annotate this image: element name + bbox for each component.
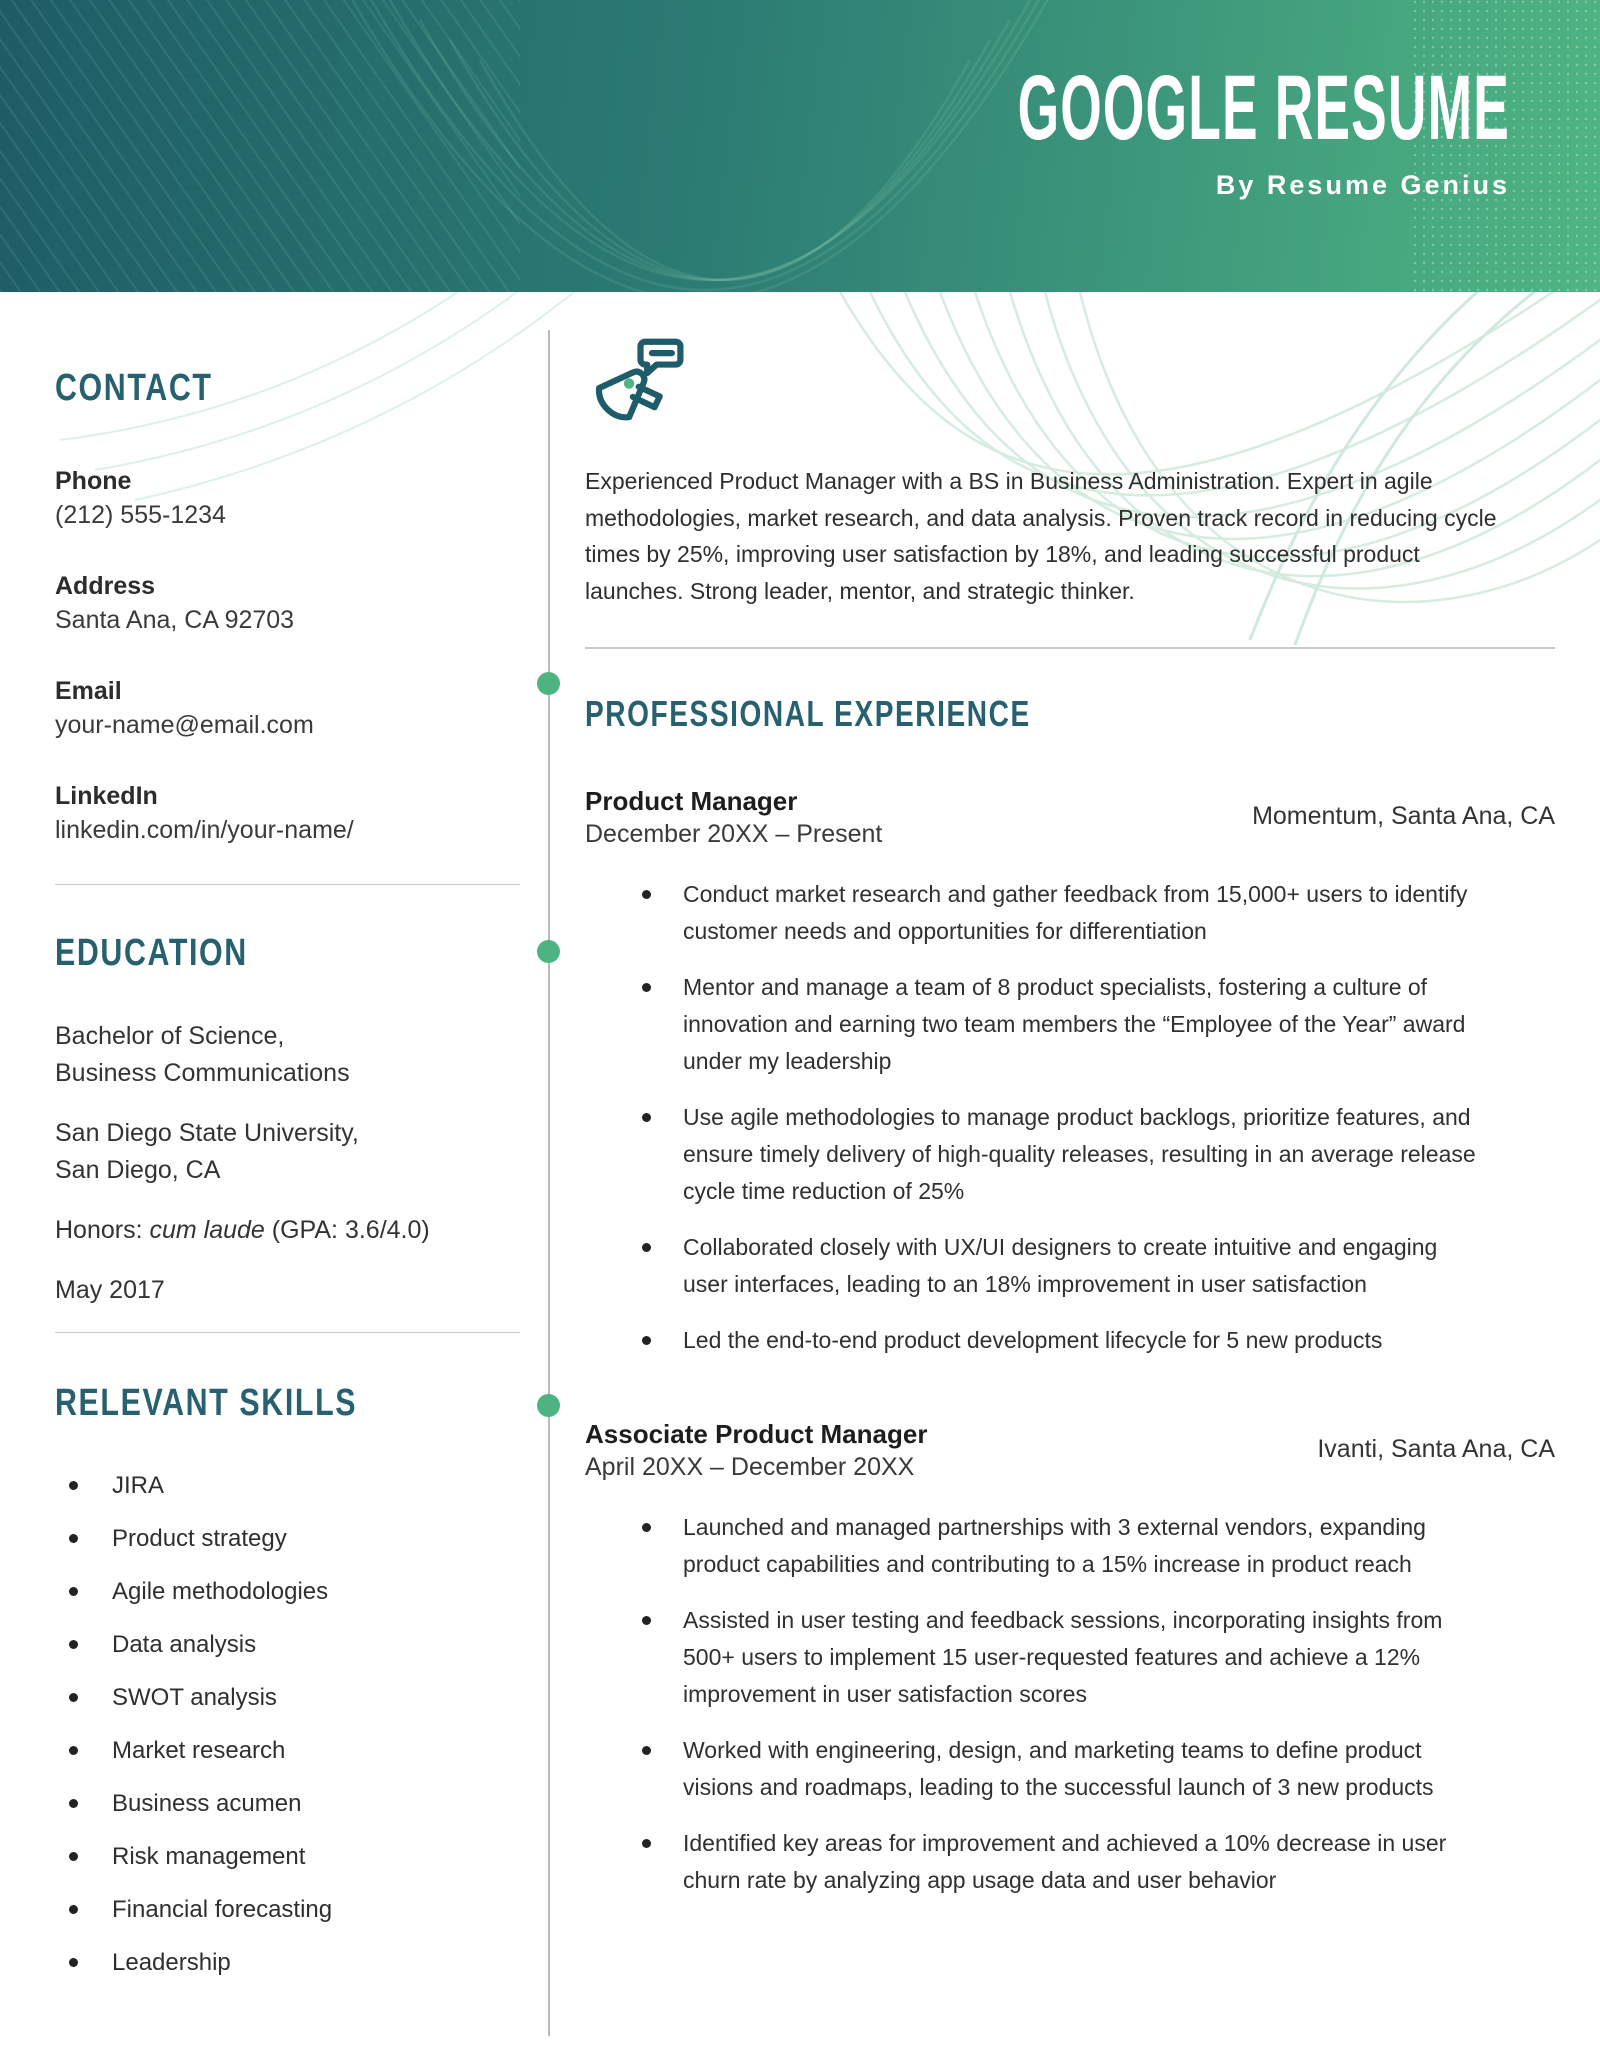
main-column — [585, 330, 1555, 1918]
degree-line2: Business Communications — [55, 1059, 350, 1088]
contact-label: Address — [55, 572, 156, 601]
linkedin-value: linkedin.com/in/your-name/ — [55, 816, 354, 845]
job-company: Momentum, Santa Ana, CA — [1252, 802, 1555, 831]
job-header — [585, 1417, 1555, 1483]
skill-item: Leadership — [55, 1947, 520, 1979]
job-bullet: Led the end-to-end product development lifecycle for 5 new products — [585, 1322, 1480, 1359]
contact-item-address — [55, 569, 520, 637]
job-bullet: Launched and managed partnerships with 3 external vendors, expanding product capabilities and contributing to a 15% increase in product reach — [585, 1509, 1480, 1583]
timeline-dot — [537, 940, 560, 963]
megaphone-icon — [593, 334, 688, 434]
job-bullet: Worked with engineering, design, and marketing teams to define product visions and roadmaps, leading to the successful launch of 3 new products — [585, 1732, 1480, 1806]
skills-list — [55, 1470, 520, 1979]
education-block — [55, 1018, 520, 1309]
column-divider-line — [548, 330, 550, 2036]
phone-value: (212) 555-1234 — [55, 501, 226, 530]
job-bullet: Assisted in user testing and feedback sessions, incorporating insights from 500+ users to implement 15 user-requested features and achieve a 12% improvement in user satisfaction scores — [585, 1602, 1480, 1713]
job-bullet: Mentor and manage a team of 8 product specialists, fostering a culture of innovation and earning two team members the “Employee of the Year” award under my leadership — [585, 969, 1480, 1080]
honors-latin: cum laude — [149, 1216, 265, 1245]
job-title-dates — [585, 784, 882, 850]
job-title: Product Manager — [585, 785, 798, 816]
email-value: your-name@email.com — [55, 711, 314, 740]
skill-item: Agile methodologies — [55, 1576, 520, 1608]
skill-item: Risk management — [55, 1841, 520, 1873]
skill-item: JIRA — [55, 1470, 520, 1502]
skill-item: Business acumen — [55, 1788, 520, 1820]
job-dates: April 20XX – December 20XX — [585, 1452, 915, 1481]
timeline-dot — [537, 672, 560, 695]
job-entry — [585, 784, 1555, 1359]
job-bullet: Collaborated closely with UX/UI designers to create intuitive and engaging user interfaces, leading to an 18% improvement in user satisfaction — [585, 1229, 1480, 1303]
degree — [55, 1018, 520, 1092]
job-bullet-list — [585, 876, 1555, 1359]
degree-line1: Bachelor of Science, — [55, 1022, 285, 1051]
job-dates: December 20XX – Present — [585, 819, 883, 848]
job-bullet-list — [585, 1509, 1555, 1899]
job-bullet: Use agile methodologies to manage product backlogs, prioritize features, and ensure timely delivery of high-quality releases, resulting in an average release cycle time reduction of 25% — [585, 1099, 1480, 1210]
skill-item: Financial forecasting — [55, 1894, 520, 1926]
skills-heading: RELEVANT SKILLS — [55, 1382, 358, 1425]
contact-item-email — [55, 674, 520, 742]
job-title: Associate Product Manager — [585, 1418, 928, 1449]
school-line1: San Diego State University, — [55, 1119, 359, 1148]
resume-byline: By Resume Genius — [1215, 170, 1510, 200]
honors — [55, 1212, 520, 1249]
school — [55, 1115, 520, 1189]
headline-block — [661, 57, 1510, 201]
honors-prefix: Honors: — [55, 1216, 150, 1245]
contact-label: Email — [55, 677, 122, 706]
job-entry — [585, 1417, 1555, 1899]
school-line2: San Diego, CA — [55, 1156, 221, 1185]
job-company: Ivanti, Santa Ana, CA — [1317, 1435, 1555, 1464]
resume-title: GOOGLE RESUME — [1017, 57, 1510, 159]
address-value: Santa Ana, CA 92703 — [55, 606, 295, 635]
sidebar — [55, 368, 520, 2000]
job-title-dates — [585, 1417, 927, 1483]
experience-heading: PROFESSIONAL EXPERIENCE — [585, 693, 1031, 734]
honors-gpa: (GPA: 3.6/4.0) — [264, 1216, 430, 1245]
sidebar-divider — [55, 884, 520, 885]
contact-item-linkedin — [55, 779, 520, 847]
contact-label: Phone — [55, 467, 132, 496]
header-banner — [0, 0, 1600, 292]
contact-item-phone — [55, 464, 520, 532]
timeline-dot — [537, 1394, 560, 1417]
summary-divider — [585, 647, 1555, 649]
skill-item: Product strategy — [55, 1523, 520, 1555]
skill-item: SWOT analysis — [55, 1682, 520, 1714]
job-header — [585, 784, 1555, 850]
contact-label: LinkedIn — [55, 782, 158, 811]
job-bullet: Identified key areas for improvement and achieved a 10% decrease in user churn rate by analyzing app usage data and user behavior — [585, 1825, 1480, 1899]
contact-list — [55, 464, 520, 847]
sidebar-divider — [55, 1332, 520, 1333]
summary-paragraph: Experienced Product Manager with a BS in Business Administration. Expert in agile methodologies, market research, and data analysis. Proven track record in reducing cycle times by 25%, improving user satisfaction by 18%, and leading successful product launches. Strong leader, mentor, and strategic thinker. — [585, 468, 1497, 604]
job-bullet: Conduct market research and gather feedback from 15,000+ users to identify customer needs and opportunities for differentiation — [585, 876, 1480, 950]
contact-heading: CONTACT — [55, 367, 213, 409]
education-heading: EDUCATION — [55, 932, 248, 975]
graduation-date: May 2017 — [55, 1276, 165, 1305]
skill-item: Market research — [55, 1735, 520, 1767]
skill-item: Data analysis — [55, 1629, 520, 1661]
